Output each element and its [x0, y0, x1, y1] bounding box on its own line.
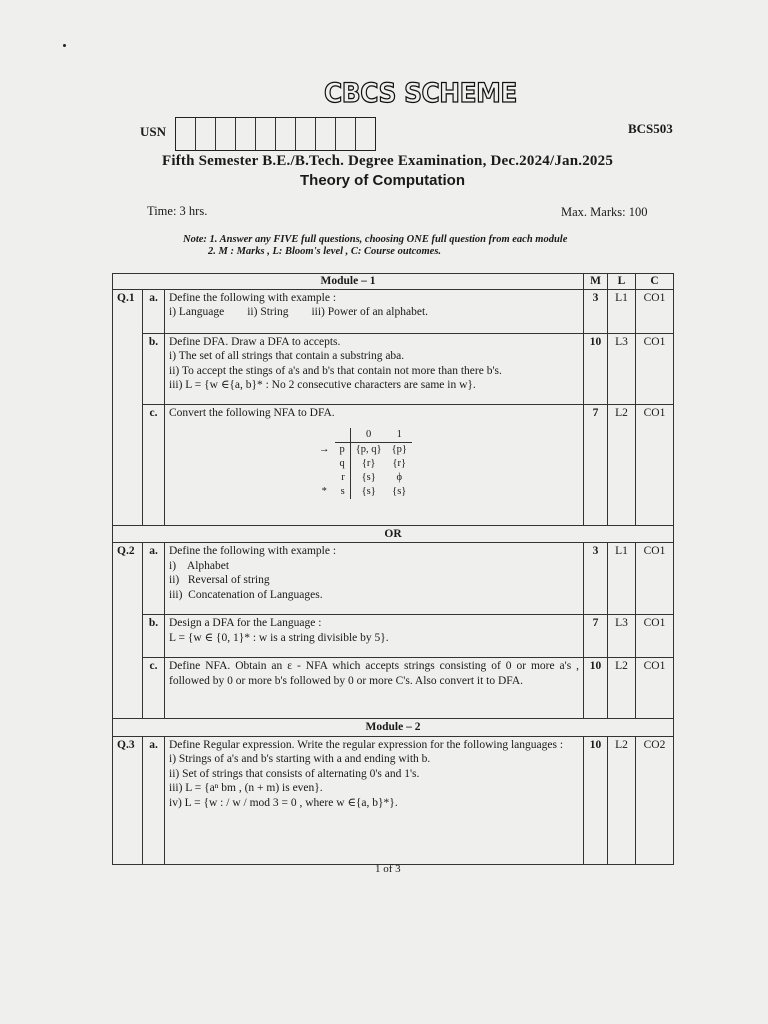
co-cell: CO1: [636, 404, 674, 525]
co-cell: CO1: [636, 289, 674, 333]
usn-box: [296, 118, 316, 150]
nfa-row: [314, 485, 412, 499]
marks-cell: 3: [584, 289, 608, 333]
question-part: c.: [143, 404, 165, 525]
question-text: Convert the following NFA to DFA. 0 1 → p {p, q} {p} q {r} {r} r {s} ϕ * s {s} {s}: [165, 404, 584, 525]
course-code: BCS503: [628, 121, 673, 136]
co-cell: CO1: [636, 615, 674, 658]
question-row-2a: [113, 543, 674, 615]
marks-column-header: M: [584, 274, 608, 290]
level-cell: L1: [608, 289, 636, 333]
question-text: Define the following with example : i) Alphabet ii) Reversal of string iii) Concatenation of Languages.: [165, 543, 584, 615]
module-2-header-row: [113, 719, 674, 737]
question-number: Q.1: [113, 289, 143, 525]
scheme-stamp: CBCS SCHEME: [324, 78, 517, 109]
max-marks: Max. Marks: 100: [561, 205, 648, 219]
final-state-marker: *: [321, 486, 327, 497]
usn-box: [236, 118, 256, 150]
nfa-transition: {s}: [392, 486, 407, 497]
note-line-2: 2. M : Marks , L: Bloom's level , C: Course outcomes.: [208, 246, 442, 257]
nfa-state: s: [335, 485, 351, 499]
usn-box: [276, 118, 296, 150]
marks-cell: 7: [584, 615, 608, 658]
nfa-input-1-header: 1: [387, 428, 412, 443]
usn-box: [336, 118, 356, 150]
question-text: Define DFA. Draw a DFA to accepts. i) The set of all strings that contain a substring aba. ii) To accept the stings of a's and b's that contain not more than there b's. iii) L = {w ∈{a, b}* : No 2 consecutive characters are same in w}.: [165, 333, 584, 404]
marks-cell: 10: [584, 736, 608, 864]
start-state-arrow: →: [319, 443, 330, 455]
co-cell: CO1: [636, 333, 674, 404]
nfa-transition: {r}: [361, 458, 376, 469]
question-part: c.: [143, 658, 165, 719]
question-text: Design a DFA for the Language : L = {w ∈ {0, 1}* : w is a string divisible by 5}.: [165, 615, 584, 658]
nfa-transition: {p}: [391, 444, 407, 455]
co-cell: CO2: [636, 736, 674, 864]
question-row-1b: [113, 333, 674, 404]
nfa-transition: ϕ: [396, 472, 403, 483]
scan-speck: [63, 44, 66, 47]
nfa-input-0-header: 0: [350, 428, 386, 443]
question-part: b.: [143, 333, 165, 404]
question-text: Define Regular expression. Write the regular expression for the following languages : i) Strings of a's and b's starting with a and ending with b. ii) Set of strings that consists of alternating 0's and 1's. iii) L = {aⁿ bm , (n + m) is even}. iv) L = {w : / w / mod 3 = 0 , where w ∈{a, b}*}.: [165, 736, 584, 864]
nfa-transition: {r}: [392, 458, 407, 469]
nfa-row: [314, 471, 412, 485]
question-row-1a: [113, 289, 674, 333]
level-column-header: L: [608, 274, 636, 290]
question-text: Define NFA. Obtain an ε - NFA which accepts strings consisting of 0 or more a's , followed by 0 or more b's followed by 0 or more C's. Also convert it to DFA.: [165, 658, 584, 719]
nfa-state: q: [335, 457, 351, 471]
nfa-transition: {p, q}: [355, 444, 382, 455]
usn-box: [216, 118, 236, 150]
marks-cell: 10: [584, 658, 608, 719]
question-number: Q.2: [113, 543, 143, 719]
question-row-3a: [113, 736, 674, 864]
level-cell: L3: [608, 333, 636, 404]
nfa-row: [314, 443, 412, 458]
level-cell: L2: [608, 736, 636, 864]
level-cell: L3: [608, 615, 636, 658]
or-label: OR: [113, 525, 674, 543]
question-table: [112, 273, 674, 865]
nfa-transition-table: [314, 428, 412, 499]
co-cell: CO1: [636, 543, 674, 615]
question-part: a.: [143, 289, 165, 333]
usn-boxes: [175, 117, 376, 151]
level-cell: L1: [608, 543, 636, 615]
co-column-header: C: [636, 274, 674, 290]
question-text: Define the following with example : i) Language ii) String iii) Power of an alphabet.: [165, 289, 584, 333]
note-line-1: Note: 1. Answer any FIVE full questions, choosing ONE full question from each module: [183, 234, 568, 245]
co-cell: CO1: [636, 658, 674, 719]
subject-title: Theory of Computation: [300, 172, 465, 189]
question-row-1c: [113, 404, 674, 525]
question-part: b.: [143, 615, 165, 658]
module-2-heading: Module – 2: [113, 719, 674, 737]
usn-box: [176, 118, 196, 150]
marks-cell: 7: [584, 404, 608, 525]
question-number: Q.3: [113, 736, 143, 864]
marks-cell: 3: [584, 543, 608, 615]
module-1-header-row: [113, 274, 674, 290]
nfa-state: r: [335, 471, 351, 485]
or-separator-row: [113, 525, 674, 543]
question-part: a.: [143, 736, 165, 864]
usn-box: [256, 118, 276, 150]
nfa-transition: {s}: [361, 486, 376, 497]
module-1-heading: Module – 1: [113, 274, 584, 290]
question-row-2b: [113, 615, 674, 658]
usn-box: [196, 118, 216, 150]
usn-label: USN: [140, 124, 167, 139]
question-part: a.: [143, 543, 165, 615]
nfa-transition: {s}: [361, 472, 376, 483]
marks-cell: 10: [584, 333, 608, 404]
usn-box: [356, 118, 375, 150]
usn-box: [316, 118, 336, 150]
nfa-row: [314, 457, 412, 471]
level-cell: L2: [608, 658, 636, 719]
level-cell: L2: [608, 404, 636, 525]
question-row-2c: [113, 658, 674, 719]
semester-line: Fifth Semester B.E./B.Tech. Degree Examination, Dec.2024/Jan.2025: [162, 153, 614, 169]
time-duration: Time: 3 hrs.: [147, 204, 208, 218]
nfa-state: p: [335, 443, 351, 458]
page-number: 1 of 3: [375, 863, 401, 875]
